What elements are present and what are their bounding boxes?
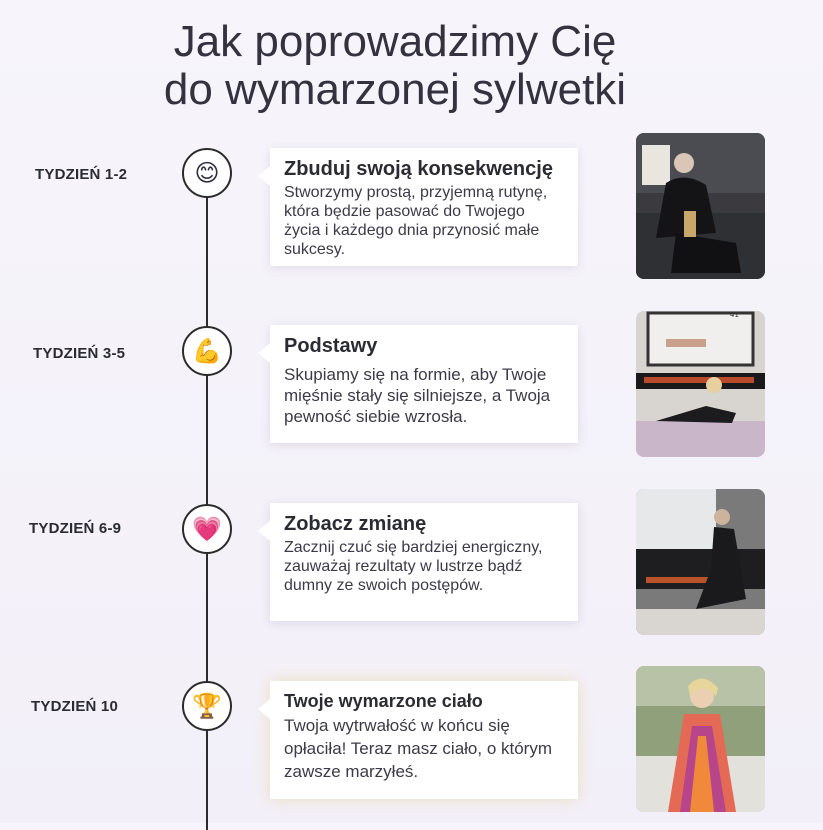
step-card-4 [270, 681, 578, 799]
sparkling-heart-icon: 💗 [182, 504, 232, 554]
week-label-2: TYDZIEŃ 3-5 [33, 345, 126, 362]
smiling-face-icon: 😊 [182, 148, 232, 198]
trophy-icon: 🏆 [182, 681, 232, 731]
step-text-1: Stworzymy prostą, przyjemną rutynę, która będzie pasować do Twojego życia i każdego dnia przynosić małe sukcesy. [284, 184, 548, 258]
page-title [0, 18, 790, 114]
photo-week-1 [636, 133, 765, 279]
step-title-3: Zobacz zmianę [284, 513, 427, 535]
step-title-4: Twoje wymarzone ciało [284, 691, 483, 711]
week-label-4: TYDZIEŃ 10 [31, 698, 119, 715]
step-text-4: Twoja wytrwałość w końcu się opłaciła! Teraz masz ciało, o którym zawsze marzyłeś. [284, 716, 553, 781]
week-label-3: TYDZIEŃ 6-9 [29, 520, 122, 537]
title-line-1: Jak poprowadzimy Cię [173, 17, 617, 66]
photo-week-2 [636, 311, 765, 457]
photo-badge: 41 [730, 311, 739, 319]
step-text-2: Skupiamy się na formie, aby Twoje mięśnie stały się silniejsze, a Twoja pewność siebie wzrosła. [284, 365, 551, 426]
step-text-3: Zacznij czuć się bardziej energiczny, zauważaj rezultaty w lustrze bądź dumny ze swoich postępów. [284, 539, 543, 594]
step-card-2 [270, 325, 578, 443]
week-label-1: TYDZIEŃ 1-2 [35, 166, 128, 183]
step-card-3 [270, 503, 578, 621]
step-title-1: Zbuduj swoją konsekwencję [284, 158, 553, 180]
photo-week-4 [636, 666, 765, 812]
title-line-2: do wymarzonej sylwetki [163, 65, 627, 114]
photo-week-3 [636, 489, 765, 635]
step-title-2: Podstawy [284, 335, 378, 357]
step-card-1 [270, 148, 578, 266]
flexed-biceps-icon: 💪 [182, 326, 232, 376]
